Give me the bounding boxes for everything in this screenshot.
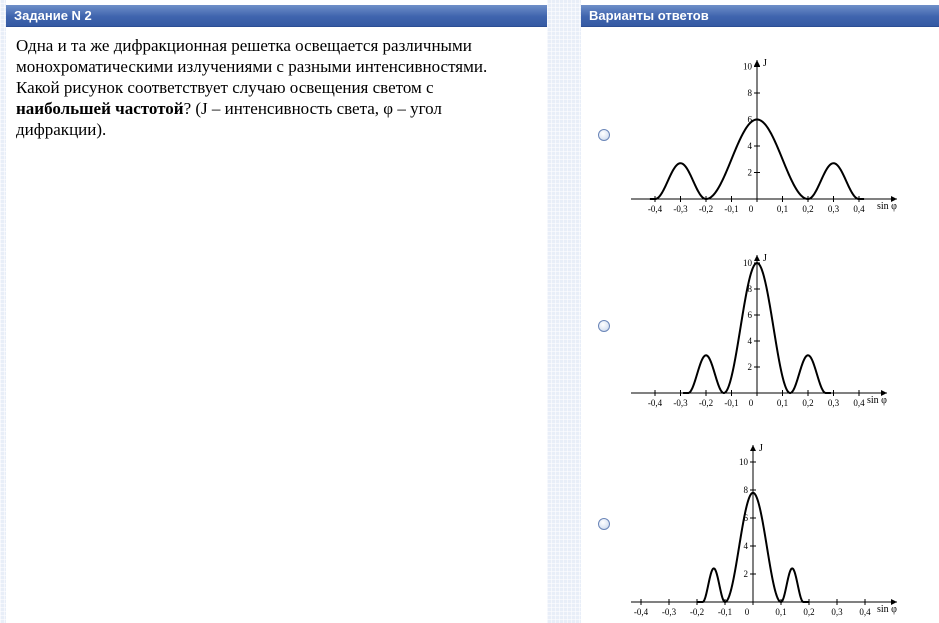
x-tick-label: -0,1	[724, 204, 739, 214]
x-tick-label: 0,4	[859, 607, 871, 617]
x-tick-label: -0,1	[717, 607, 733, 617]
x-tick-label: 0,1	[776, 204, 789, 214]
y-tick-label: 10	[739, 457, 748, 467]
y-tick-label: 4	[747, 141, 752, 151]
x-tick-label: 0	[744, 607, 750, 617]
x-tick-label: 0	[748, 204, 754, 214]
answer-radio-3[interactable]	[598, 518, 610, 530]
x-tick-label: 0,1	[776, 398, 789, 408]
answers-panel	[581, 5, 939, 623]
answers-panel-header: Варианты ответов	[581, 5, 939, 27]
y-tick-label: 6	[747, 114, 752, 125]
x-tick-label: -0,1	[724, 398, 739, 408]
x-tick-label: 0,2	[802, 398, 814, 408]
question-text-bold: наибольшей частотой	[16, 99, 184, 118]
x-tick-label: -0,3	[661, 607, 677, 617]
y-tick-label: 10	[743, 61, 752, 72]
y-tick-label: 8	[747, 284, 752, 294]
answer-chart-3	[625, 437, 903, 623]
y-tick-label: 4	[743, 541, 748, 551]
x-tick-label: -0,3	[673, 204, 688, 214]
answer-option-1[interactable]	[581, 52, 939, 222]
x-tick-label: -0,2	[689, 607, 705, 617]
y-axis-arrow	[754, 60, 760, 66]
x-tick-label: 0,2	[803, 607, 815, 617]
x-tick-label: -0,3	[673, 398, 688, 408]
question-text-part1: Одна и та же дифракционная решетка освещается различными монохроматическими излучениями с разными интенсивностями. Какой рисунок соответствует случаю освещения светом с	[16, 36, 488, 97]
background-middle	[547, 0, 581, 623]
x-tick-label: 0,3	[827, 204, 840, 214]
x-tick-label: 0,3	[831, 607, 843, 617]
x-tick-label: 0,2	[802, 204, 814, 214]
x-tick-label: -0,4	[633, 607, 649, 617]
y-tick-label: 8	[747, 88, 752, 98]
x-tick-label: -0,2	[698, 398, 714, 408]
answer-option-3[interactable]	[581, 437, 939, 623]
y-axis-arrow	[754, 255, 760, 261]
answer-chart-2	[625, 247, 903, 417]
y-tick-label: 6	[743, 513, 748, 523]
answer-chart-1	[625, 52, 903, 222]
x-tick-label: -0,2	[698, 204, 714, 214]
x-tick-label: 0	[748, 398, 754, 408]
answer-radio-1[interactable]	[598, 129, 610, 141]
question-panel-header: Задание N 2	[6, 5, 547, 27]
question-text	[6, 27, 536, 140]
y-axis-label: J	[763, 253, 767, 264]
answer-option-2[interactable]	[581, 247, 939, 417]
y-axis-arrow	[750, 445, 756, 451]
y-tick-label: 8	[743, 485, 748, 495]
x-axis-label: sin φ	[867, 395, 887, 406]
y-axis-label: J	[759, 443, 763, 454]
x-tick-label: 0,4	[853, 204, 865, 214]
y-tick-label: 2	[747, 362, 752, 372]
y-tick-label: 10	[743, 258, 752, 268]
x-tick-label: 0,1	[775, 607, 787, 617]
answer-radio-2[interactable]	[598, 320, 610, 332]
x-tick-label: 0,3	[827, 398, 840, 408]
question-panel	[6, 5, 547, 623]
x-axis-label: sin φ	[877, 604, 897, 615]
x-tick-label: -0,4	[647, 398, 663, 408]
y-tick-label: 2	[743, 569, 748, 579]
question-text-part2: ? (J – интенсивность света, φ – угол дифракции).	[16, 99, 442, 139]
x-tick-label: 0,4	[853, 398, 865, 408]
y-tick-label: 2	[747, 167, 752, 178]
x-axis-label: sin φ	[877, 201, 897, 212]
y-tick-label: 6	[747, 310, 752, 320]
y-axis-label: J	[763, 58, 767, 69]
y-tick-label: 4	[747, 336, 752, 346]
x-tick-label: -0,4	[647, 204, 663, 214]
